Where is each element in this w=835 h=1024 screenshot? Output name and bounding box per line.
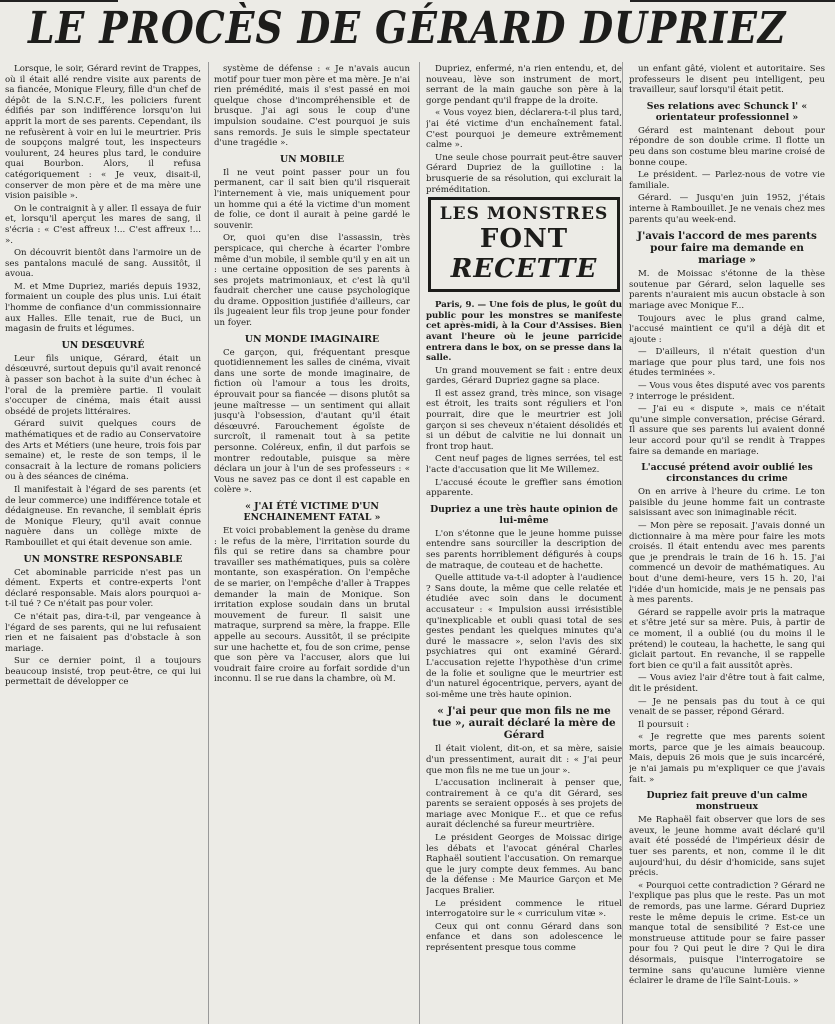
subheading: « J'ai peur que mon fils ne me tue », aurait déclaré la mère de Gérard <box>432 705 616 742</box>
subheading: UN MONSTRE RESPONSABLE <box>23 553 183 565</box>
paragraph: Et voici probablement la genèse du drame : le refus de la mère, l'irritation sourde du fils qui se retire dans sa chambre pour travailler ses mathématiques, puis sa colère montante, son exaspération. On l'empêche de se marier, on l'empêche d'aller à Trappes demander la main de Monique. Son irritation explose soudain dans un brutal mouvement de fureur. Il saisit une matraque, surprend sa mère, la frappe. Elle appelle au secours. Aussitôt, il se précipite sur une hachette et, fou de son crime, pense que son père va l'accuser, alors que lui voudrait faire croire au forfait sordide d'un inconnu. Il se rue dans la chambre, où M. <box>214 525 410 685</box>
subheading: Dupriez a une très haute opinion de lui-même <box>430 503 618 526</box>
paragraph: L'accusation inclinerait à penser que, contrairement à ce qu'a dit Gérard, ses parents se seraient opposés à ses projets de mariage avec Monique F... et que ce refus aurait déclenché sa fureur meurtrière. <box>426 778 622 831</box>
paragraph: M. de Moissac s'étonne de la thèse soutenue par Gérard, selon laquelle ses parents n'auraient mis aucun obstacle à son mariage avec Monique F... <box>629 269 825 311</box>
paragraph: — D'ailleurs, il n'était question d'un mariage que pour plus tard, une fois nos études terminées ». <box>629 347 825 379</box>
paragraph: On en arrive à l'heure du crime. Le ton paisible du jeune homme fait un contraste saisissant avec son inimaginable récit. <box>629 487 825 519</box>
subheading: L'accusé prétend avoir oublié les circonstances du crime <box>641 462 813 485</box>
subheading: J'avais l'accord de mes parents pour faire ma demande en mariage » <box>637 230 817 267</box>
paragraph: « Pourquoi cette contradiction ? Gérard ne l'explique pas plus que le reste. Pas un mot de remords, pas une larme. Gérard Dupriez reste le même depuis le crime. Est-ce un manque total de sensibilité ? Est-ce une monstrueuse attitude pour se faire passer pour fou ? Qui peut le dire ? Qui le dira désormais, puisque l'interrogatoire se termine sans qu'aucune lumière vienne éclairer le drame de l'île Saint-Louis. » <box>629 880 825 987</box>
article-column-1 <box>5 64 201 1024</box>
paragraph: système de défense : « Je n'avais aucun motif pour tuer mon père et ma mère. Je n'ai rien prémédité, mais il s'est passé en moi quelque chose d'incompréhensible et de brusque. J'ai agi sous le coup d'une impulsion soudaine. C'est pourquoi je suis sans remords. Je suis le simple spectateur d'une tragédie ». <box>214 64 410 149</box>
boxed-headline-line: LES MONSTRES <box>439 204 609 225</box>
paragraph: Il était violent, dit-on, et sa mère, saisie d'un pressentiment, aurait dit : « J'ai peur que mon fils ne me tue un jour ». <box>426 744 622 776</box>
paragraph: Un grand mouvement se fait : entre deux gardes, Gérard Dupriez gagne sa place. <box>426 365 622 387</box>
paragraph: Il ne veut point passer pour un fou permanent, car il sait bien qu'il risquerait l'internement à vie, mais uniquement pour un homme qui a été la victime d'un moment de folie, ce dont il aurait à peine gardé le souvenir. <box>214 167 410 231</box>
subheading: Ses relations avec Schunck l' « orientateur professionnel » <box>646 100 808 123</box>
paragraph: M. et Mme Dupriez, mariés depuis 1932, formaient un couple des plus unis. Lui était l'homme de confiance d'un commissionnaire aux Halles. Elle tenait, rue de Buci, un magasin de fruits et légumes. <box>5 281 201 335</box>
paragraph: Une seule chose pourrait peut-être sauver Gérard Dupriez de la guillotine : la brusquerie de sa résolution, qui exclurait la préméditation. <box>426 152 622 195</box>
paragraph: « Je regrette que mes parents soient morts, parce que je les aimais beaucoup. Mais, depuis 26 mois que je suis incarcéré, je n'ai jamais pu m'expliquer ce que j'avais fait. » <box>629 732 825 785</box>
subheading: UN DESŒUVRÉ <box>61 339 145 351</box>
paragraph: Leur fils unique, Gérard, était un désœuvré, surtout depuis qu'il avait renoncé à passer son bachot à la suite d'un échec à l'oral de la première partie. Il voulait s'occuper de cinéma, mais était aussi obsédé de projets littéraires. <box>5 353 201 417</box>
paragraph: « Vous voyez bien, déclarera-t-il plus tard, j'ai été victime d'un enchaînement fatal. C'est pourquoi je demeure extrêmement calme ». <box>426 108 622 151</box>
paragraph: Cent neuf pages de lignes serrées, tel est l'acte d'accusation que lit Me Willemez. <box>426 454 622 476</box>
headline: LE PROCÈS DE GÉRARD DUPRIEZ <box>28 3 787 54</box>
paragraph: Gérard suivit quelques cours de mathématiques et de radio au Conservatoire des Arts et Métiers (une heure, trois fois par semaine) et, le reste de son temps, il le consacrait à la lecture de romans policiers ou à des séances de cinéma. <box>5 419 201 483</box>
article-column-4 <box>629 64 825 1024</box>
paragraph: Lorsque, le soir, Gérard revint de Trappes, où il était allé rendre visite aux parents de sa fiancée, Monique Fleury, fille d'un chef de dépôt de la S.N.C.F., les policiers furent édifiés par son indifférence lorsqu'on lui apprit la mort de ses parents. Cependant, ils ne refusèrent à voir en lui le meurtrier. Pris de soupçons malgré tout, les inspecteurs voulurent, 24 heures plus tard, le conduire quai Bourbon. Alors, il refusa catégoriquement : « Je veux, disait-il, conserver de mon père et de ma mère une vision paisible ». <box>5 64 201 202</box>
article-column-2 <box>214 64 410 1024</box>
boxed-headline-line: FONT <box>479 224 569 255</box>
column-rule <box>208 62 209 1024</box>
paragraph: Cet abominable parricide n'est pas un dément. Experts et contre-experts l'ont déclaré responsable. Mais alors pourquoi a-t-il tué ? Ce n'était pas pour voler. <box>5 567 201 610</box>
paragraph: Gérard. — Jusqu'en juin 1952, j'étais interne à Rambouillet. Je ne venais chez mes parents qu'au week-end. <box>629 193 825 225</box>
column-rule <box>622 62 623 1024</box>
paragraph: Le président. — Parlez-nous de votre vie familiale. <box>629 170 825 191</box>
paragraph: Toujours avec le plus grand calme, l'accusé maintient ce qu'il a déjà dit et ajoute : <box>629 313 825 345</box>
paragraph: — Je ne pensais pas du tout à ce qui venait de se passer, répond Gérard. <box>629 696 825 718</box>
paragraph: On le contraignit à y aller. Il essaya de fuir et, lorsqu'il aperçut les mares de sang, il s'écria : « C'est affreux !... C'est affreux !... ». <box>5 203 201 246</box>
paragraph: Gérard se rappelle avoir pris la matraque et s'être jeté sur sa mère. Puis, à partir de ce moment, il a oublié (ou du moins il le prétend) le couteau, la hachette, le sang qui giclait partout. En revanche, il se rappelle fort bien ce qu'il a fait aussitôt après. <box>629 607 825 671</box>
paragraph: Il est assez grand, très mince, son visage est étroit, les traits sont réguliers et l'on pourrait, dire que le meurtrier est joli garçon si ses cheveux n'étaient désolidés et si un début de calvitie ne lui donnait un front trop haut. <box>426 388 622 452</box>
paragraph: L'accusé écoute le greffier sans émotion apparente. <box>426 477 622 499</box>
paragraph: — J'ai eu « dispute », mais ce n'était qu'une simple conversation, précise Gérard. Il assure que ses parents lui avaient donné leur accord pour qu'il se rendit à Trappes faire sa demande en mariage. <box>629 404 825 457</box>
paragraph: L'on s'étonne que le jeune homme puisse entendre sans sourciller la description de ses parents horriblement défigurés à coups de matraque, de couteau et de hachette. <box>426 528 622 571</box>
paragraph: On découvrit bientôt dans l'armoire un de ses pantalons maculé de sang. Aussitôt, il avoua. <box>5 248 201 280</box>
paragraph: Ce n'était pas, dira-t-il, par vengeance à l'égard de ses parents, qui ne lui refusaient rien et ne faisaient pas d'obstacle à son mariage. <box>5 611 201 654</box>
paragraph: Ce garçon, qui, fréquentant presque quotidiennement les salles de cinéma, vivait dans une sorte de monde imaginaire, de fiction où l'amour a tous les droits, éprouvait pour sa fiancée — disons plutôt sa jeune maîtresse — un sentiment qui allait jusqu'à l'obsession, d'autant qu'il était désœuvré. Farouchement égoïste de surcroît, il ramenait tout à sa petite personne. Coléreux, enfin, il dut parfois se montrer redoutable, puisque sa mère déclara un jour à l'un de ses professeurs : « Vous ne savez pas ce dont il est capable en colère ». <box>214 347 410 496</box>
paragraph: — Vous aviez l'air d'être tout à fait calme, dit le président. <box>629 673 825 694</box>
subheading: Dupriez fait preuve d'un calme monstrueux <box>646 790 808 813</box>
subheading: UN MONDE IMAGINAIRE <box>244 333 380 345</box>
subheading: « J'AI ÉTÉ VICTIME D'UN ENCHAINEMENT FATAL » <box>243 500 381 523</box>
boxed-headline <box>428 197 620 292</box>
column-rule <box>419 62 420 1024</box>
boxed-headline-line: RECETTE <box>450 254 598 285</box>
article-column-3 <box>426 64 622 1024</box>
paragraph: Or, quoi qu'en dise l'assassin, très perspicace, qui cherche à écarter l'ombre même d'un mobile, il semble qu'il y en ait un : une certaine opposition de ses parents à ses projets matrimoniaux, et c'est là qu'il faudrait chercher une cause psychologique du drame. Opposition justifiée d'ailleurs, car ils jugeaient leur fils trop jeune pour fonder un foyer. <box>214 233 410 329</box>
paragraph: Gérard est maintenant debout pour répondre de son double crime. Il flotte un peu dans son costume bleu marine croisé de bonne coupe. <box>629 125 825 168</box>
paragraph: Quelle attitude va-t-il adopter à l'audience ? Sans doute, la même que celle relatée et étudiée avec soin dans le document accusateur : « Impulsion aussi irrésistible qu'inexplicable et oubli quasi total de ses gestes pendant les quelques minutes qu'a duré le massacre », selon l'avis des six psychiatres qui ont examiné Gérard. L'accusation rejette l'hypothèse d'un crime de la folie et souligne que le meurtrier est d'un naturel égocentrique, pervers, ayant de soi-même une très haute opinion. <box>426 573 622 700</box>
paragraph: Il manifestait à l'égard de ses parents (et de leur commerce) une indifférence totale et dédaigneuse. En revanche, il semblait épris de Monique Fleury, qu'il avait connue naguère dans un collège mixte de Rambouillet et qui était devenue son amie. <box>5 484 201 548</box>
subheading: UN MOBILE <box>279 153 345 165</box>
paragraph: Me Raphaël fait observer que lors de ses aveux, le jeune homme avait déclaré qu'il avait été possédé de l'impérieux désir de tuer ses parents, et non, comme il le dit aujourd'hui, du désir d'homicide, sans sujet précis. <box>629 815 825 879</box>
paragraph: Le président commence le rituel interrogatoire sur le « curriculum vitæ ». <box>426 898 622 920</box>
paragraph: Sur ce dernier point, il a toujours beaucoup insisté, trop peut-être, ce qui lui permettait de développer ce <box>5 656 201 688</box>
paragraph: — Mon père se reposait. J'avais donné un dictionnaire à ma mère pour faire les mots croisés. Il était entendu avec mes parents que je prendrais le train de 16 h. 15. J'ai commencé un devoir de mathématiques. Au bout d'une demi-heure, vers 15 h. 20, l'ai l'idée d'un homicide, mais je ne pensais pas à mes parents. <box>629 521 825 606</box>
lead-paragraph: Paris, 9. — Une fois de plus, le goût du public pour les monstres se manifeste cet après-midi, à la Cour d'Assises. Bien avant l'heure où le jeune parricide entrera dans le box, on se presse dans la salle. <box>426 300 622 364</box>
paragraph: Ceux qui ont connu Gérard dans son enfance et dans son adolescence le représentent presque tous comme <box>426 921 622 953</box>
paragraph: Il poursuit : <box>638 719 689 730</box>
paragraph: Dupriez, enfermé, n'a rien entendu, et, de nouveau, lève son instrument de mort, serrant de la main gauche son père à la gorge pendant qu'il frappe de la droite. <box>426 64 622 106</box>
paragraph: Le président Georges de Moissac dirige les débats et l'avocat général Charles Raphaël soutient l'accusation. On remarque que le jury compte deux femmes. Au banc de la défense : Me Maurice Garçon et Me Jacques Bralier. <box>426 833 622 897</box>
paragraph: un enfant gâté, violent et autoritaire. Ses professeurs le disent peu intelligent, peu travailleur, sauf lorsqu'il était petit. <box>629 64 825 96</box>
paragraph: — Vous vous êtes disputé avec vos parents ? interroge le président. <box>629 381 825 402</box>
